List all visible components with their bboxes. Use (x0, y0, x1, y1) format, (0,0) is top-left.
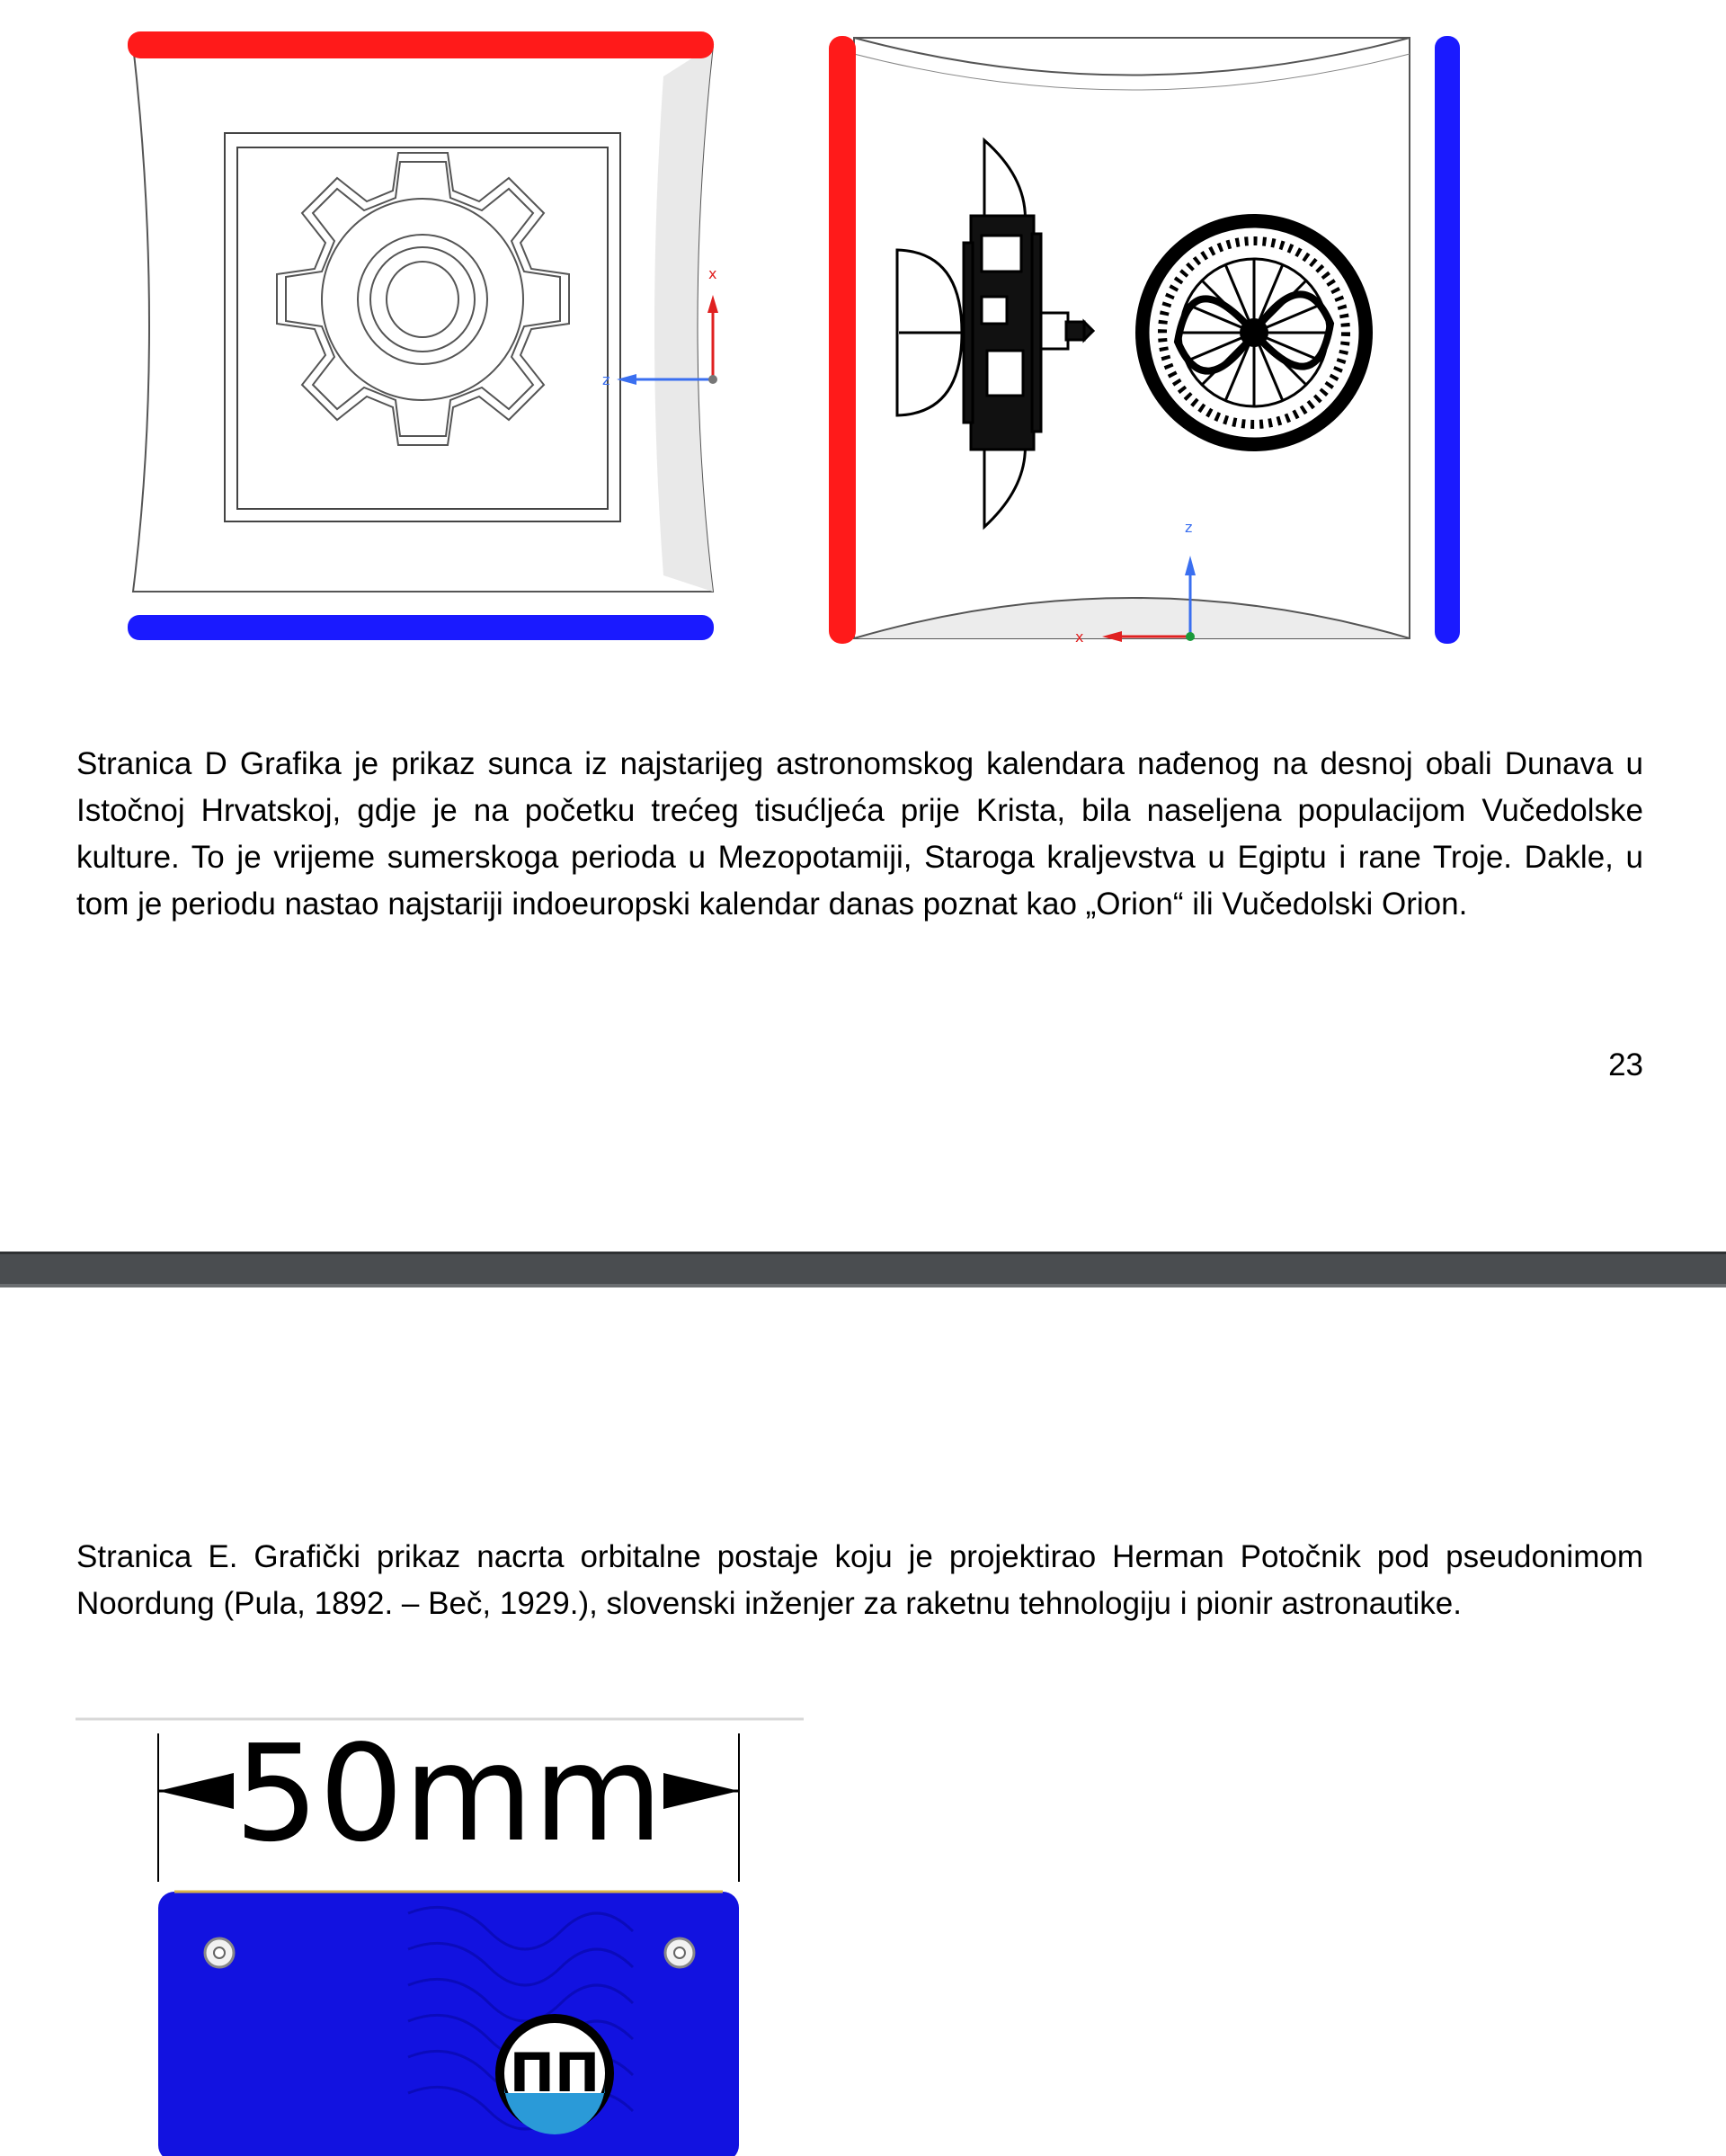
page-number: 23 (1608, 1047, 1643, 1082)
axis-label-z-right: z (1185, 519, 1193, 536)
page-separator (0, 1252, 1726, 1287)
figure-orbital-station-panel (827, 27, 1465, 647)
left-red-bar (829, 36, 856, 644)
blue-board (158, 1892, 739, 2156)
axis-label-x: x (708, 265, 717, 282)
paragraph-stranica-d: Stranica D Grafika je prikaz sunca iz najstarijeg astronomskog kalendara nađenog na desnoj obali Dunava u Istočnoj Hrvatskoj, gdje je na početku trećeg tisućljeća prije Krista, bila naseljena populacijom Vučedolske kulture. To je vrijeme sumerskoga perioda u Mezopotamiji, Staroga kraljevstva u Egiptu i rane Troje. Dakle, u tom je periodu nastao najstariji indoeuropski kalendar danas poznat kao „Orion“ ili Vučedolski Orion. (76, 746, 1643, 922)
dimension-label: 50mm (234, 1716, 663, 1871)
figure-sun-panel (124, 27, 717, 647)
right-blue-bar (1435, 36, 1460, 644)
badge-text: ΠΠ (509, 2042, 601, 2105)
axis-label-x-right: x (1075, 628, 1084, 646)
station-wheel-view (1135, 214, 1373, 451)
paragraph-stranica-e: Stranica E. Grafički prikaz nacrta orbitalne postaje koju je projektirao Herman Potočnik pod pseudonimom Noordung (Pula, 1892. – Beč, 1929.), slovenski inženjer za raketnu tehnologiju i pionir astronautike. (76, 1539, 1643, 1621)
top-red-bar (128, 31, 714, 58)
figure-noordung-board (76, 1715, 805, 2156)
axis-label-z: z (602, 371, 610, 388)
bottom-blue-bar (128, 615, 714, 640)
